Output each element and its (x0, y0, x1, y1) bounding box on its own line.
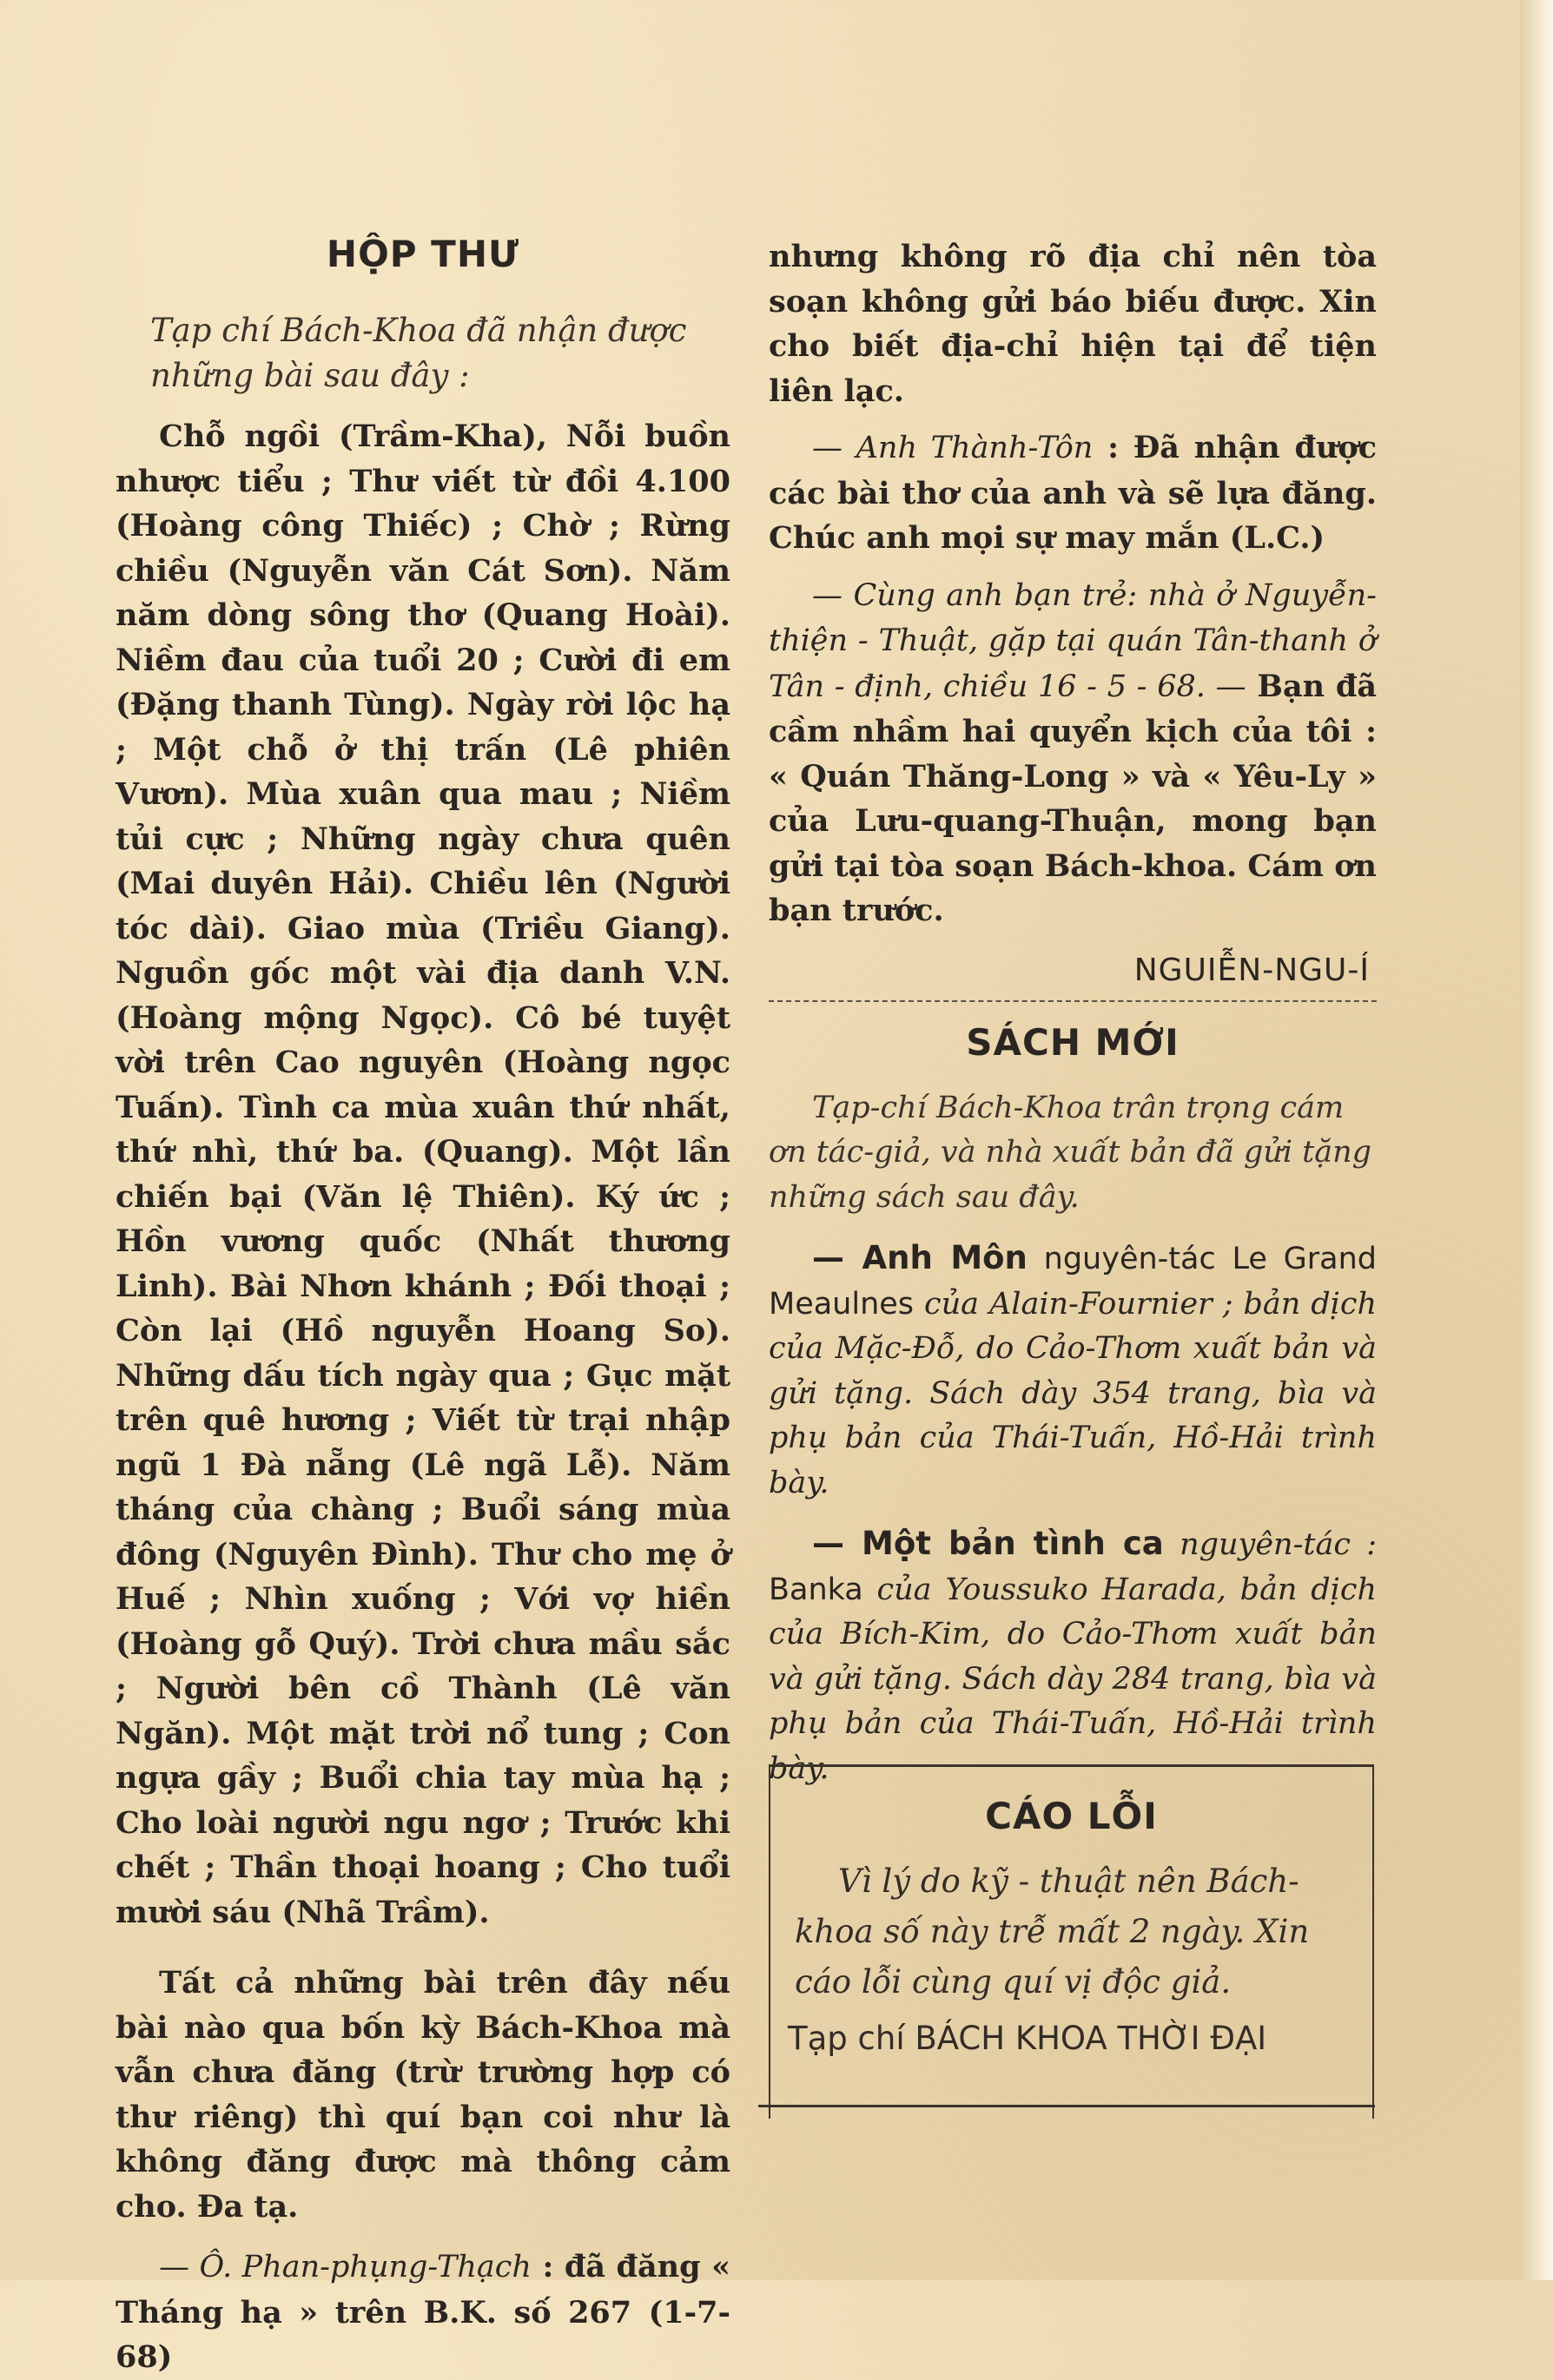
book-title: — Anh Môn (812, 1239, 1028, 1276)
book-entry (769, 1521, 1377, 1791)
author-signature: NGUIỄN-NGU-Í (1133, 952, 1370, 988)
section-divider (769, 1000, 1377, 1002)
book-original-label: nguyên-tác : (1180, 1527, 1377, 1562)
reply-text: Bạn đã cầm nhầm hai quyển kịch của tôi : « Quán Thăng-Long » và « Yêu-Ly » của Lưu-quang-Thuận, mong bạn gửi tại tòa soạn Bách-khoa. Cám ơn bạn trước. (769, 668, 1378, 928)
book-original: Banka (769, 1572, 863, 1607)
book-entry (769, 1236, 1377, 1506)
reply-phan-phung-thach (116, 2245, 730, 2380)
recipient-name: — Anh Thành-Tôn (812, 431, 1094, 465)
book-title: — Một bản tình ca (812, 1525, 1164, 1562)
mailbox-notice: Tất cả những bài trên đây nếu bài nào qua bốn kỳ Bách-Khoa mà vẫn chưa đăng (trừ trường hợp có thư riêng) thì quí bạn coi như là không đăng được mà thông cảm cho. Đa tạ. (116, 1965, 730, 2225)
book-original: nguyên-tác Le Grand Meaulnes (769, 1242, 1377, 1322)
apology-box (769, 1767, 1374, 2119)
recipient-name: — Ô. Phan-phụng-Thạch (159, 2250, 532, 2284)
continued-reply: nhưng không rõ địa chỉ nên tòa soạn không gửi báo biếu được. Xin cho biết địa-chỉ hiện tại để tiện liên lạc. (769, 239, 1377, 409)
apology-text: Vì lý do kỹ - thuật nên Bách-khoa số này trễ mất 2 ngày. Xin cáo lỗi cùng quí vị độc giả. (795, 1862, 1310, 2001)
reply-text: : Đã nhận được các bài thơ của anh và sẽ lựa đăng. Chúc anh mọi sự may mắn (L.C.) (769, 430, 1378, 556)
reply-location: : nhà ở Nguyễn-thiện - Thuật, gặp tại quán Tân-thanh ở Tân - định, chiều 16 - 5 - 68. — (769, 577, 1377, 704)
new-books-intro: Tạp-chí Bách-Khoa trân trọng cám ơn tác-giả, và nhà xuất bản đã gửi tặng những sách sau đây. (769, 1090, 1372, 1215)
apology-title: CÁO LỖI (985, 1795, 1158, 1837)
book-details: của Youssuko Harada, bản dịch của Bích-Kim, do Cảo-Thơm xuất bản và gửi tặng. Sách dày 284 trang, bìa và phụ bản của Thái-Tuấn, Hồ-Hải trình bày. (769, 1572, 1377, 1786)
page-edge (1520, 0, 1553, 2280)
left-column (116, 233, 730, 2380)
received-works-list: Chỗ ngồi (Trầm-Kha), Nỗi buồn nhược tiểu ; Thư viết từ đồi 4.100 (Hoàng công Thiếc) ; Chờ ; Rừng chiều (Nguyễn văn Cát Sơn). Năm năm dòng sông thơ (Quang Hoài). Niềm đau của tuổi 20 ; Cười đi em (Đặng thanh Tùng). Ngày rời lộc hạ ; Một chỗ ở thị trấn (Lê phiên Vươn). Mùa xuân qua mau ; Niềm tủi cực ; Những ngày chưa quên (Mai duyên Hải). Chiều lên (Người tóc dài). Giao mùa (Triều Giang). Nguồn gốc một vài địa danh V.N. (Hoàng mộng Ngọc). Cô bé tuyệt vời trên Cao nguyên (Hoàng ngọc Tuấn). Tình ca mùa xuân thứ nhất, thứ nhì, thứ ba. (Quang). Một lần chiến bại (Văn lệ Thiên). Ký ức ; Hồn vương quốc (Nhất thương Linh). Bài Nhơn khánh ; Đối thoại ; Còn lại (Hồ nguyễn Hoang So). Những dấu tích ngày qua ; Gục mặt trên quê hương ; Viết từ trại nhập ngũ 1 Đà nẵng (Lê ngã Lễ). Năm tháng của chàng ; Buổi sáng mùa đông (Nguyên Đình). Thư cho mẹ ở Huế ; Nhìn xuống ; Với vợ hiền (Hoàng gỗ Quý). Trời chưa mầu sắc ; Người bên cồ Thành (Lê văn Ngăn). Một mặt trời nổ tung ; Con ngựa gầy ; Buổi chia tay mùa hạ ; Cho loài người ngu ngơ ; Trước khi chết ; Thần thoại hoang ; Cho tuổi mười sáu (Nhã Trầm). (116, 419, 730, 1930)
reply-young-friend (769, 573, 1377, 933)
reply-text: : đã đăng « Tháng hạ » trên B.K. số 267 (1-7-68) (116, 2249, 730, 2375)
recipient-name: — Cùng anh bạn trẻ (812, 577, 1127, 613)
new-books-title: SÁCH MỚI (966, 1020, 1180, 1064)
apology-box-bottom-rule (758, 2105, 1375, 2107)
book-details: của Alain-Fournier ; bản dịch của Mặc-Đỗ, do Cảo-Thơm xuất bản và gửi tặng. Sách dày 354 trang, bìa và phụ bản của Thái-Tuấn, Hồ-Hải trình bày. (769, 1286, 1377, 1500)
right-column (769, 234, 1377, 1791)
mailbox-title: HỘP THƯ (326, 233, 520, 275)
mailbox-intro: Tạp chí Bách-Khoa đã nhận được những bài sau đây : (150, 312, 687, 394)
apology-signature: Tạp chí BÁCH KHOA THỜI ĐẠI (788, 2020, 1267, 2057)
reply-thanh-ton (769, 425, 1377, 561)
